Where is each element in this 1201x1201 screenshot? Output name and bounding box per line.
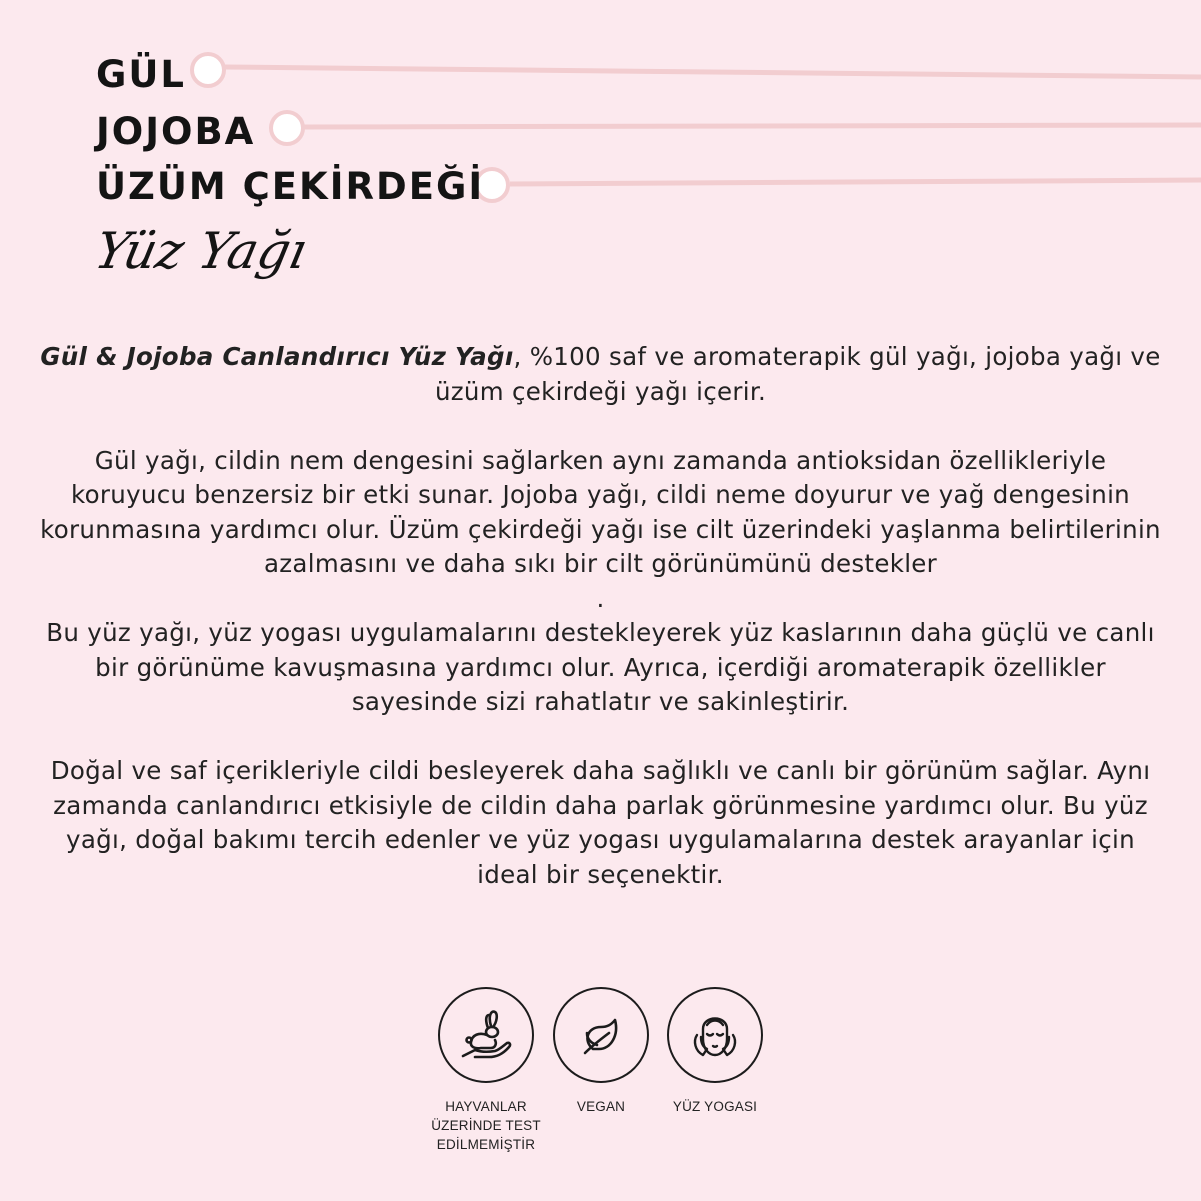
description-paragraph-4: Doğal ve saf içerikleriyle cildi besleyerek daha sağlıklı ve canlı bir görünüm sağlar. Aynı zamanda canlandırıcı etkisiyle de cildin daha parlak görünmesine yardımcı olur. Bu yüz yağı, doğal bakımı tercih edenler ve yüz yogası uygulamalarına destek arayanlar için ideal bir seçenektir. (50, 756, 1151, 889)
badge-cruelty-free (421, 987, 551, 1154)
badge-face-yoga (650, 987, 780, 1116)
description-paragraph-1 (40, 340, 1161, 409)
description-paragraph-2: Gül yağı, cildin nem dengesini sağlarken aynı zamanda antioksidan özellikleriyle koruyucu benzersiz bir etki sunar. Jojoba yağı, cildi neme doyurur ve yağ dengesinin korunmasına yardımcı olur. Üzüm çekirdeği yağı ise cilt üzerindeki yaşlanma belirtilerinin azalmasını ve daha sıkı bir cilt görünümünü destekler (40, 445, 1161, 578)
ingredient-jojoba: JOJOBA (96, 110, 256, 153)
product-name: Gül & Jojoba Canlandırıcı Yüz Yağı (40, 342, 514, 371)
deco-line-1 (225, 67, 1201, 77)
deco-line-3 (510, 180, 1201, 184)
ingredient-grape-seed: ÜZÜM ÇEKİRDEĞİ (96, 165, 485, 208)
ingredient-rose: GÜL (96, 53, 186, 96)
deco-circle-1 (192, 54, 224, 86)
face-yoga-icon (667, 987, 763, 1083)
badge-label-vegan: VEGAN (576, 1099, 626, 1114)
badge-label-face-yoga: YÜZ YOGASI (672, 1099, 758, 1114)
description-intro: , %100 saf ve aromaterapik gül yağı, jojoba yağı ve üzüm çekirdeği yağı içerir. (434, 342, 1161, 406)
badge-vegan (536, 987, 666, 1116)
leaf-icon (553, 987, 649, 1083)
script-title: Yüz Yağı (89, 222, 313, 280)
rabbit-hand-icon (438, 987, 534, 1083)
deco-circle-2 (271, 112, 303, 144)
deco-line-2 (304, 125, 1201, 127)
description-paragraph-3: Bu yüz yağı, yüz yogası uygulamalarını destekleyerek yüz kaslarının daha güçlü ve canlı bir görünüme kavuşmasına yardımcı olur. Ayrıca, içerdiği aromaterapik özellikler sayesinde sizi rahatlatır ve sakinleştirir. (46, 618, 1155, 716)
badge-label-cruelty-free: HAYVANLAR ÜZERİNDE TEST EDİLMEMİŞTİR (431, 1099, 541, 1152)
product-description (40, 340, 1161, 892)
description-dot: . (596, 583, 605, 613)
